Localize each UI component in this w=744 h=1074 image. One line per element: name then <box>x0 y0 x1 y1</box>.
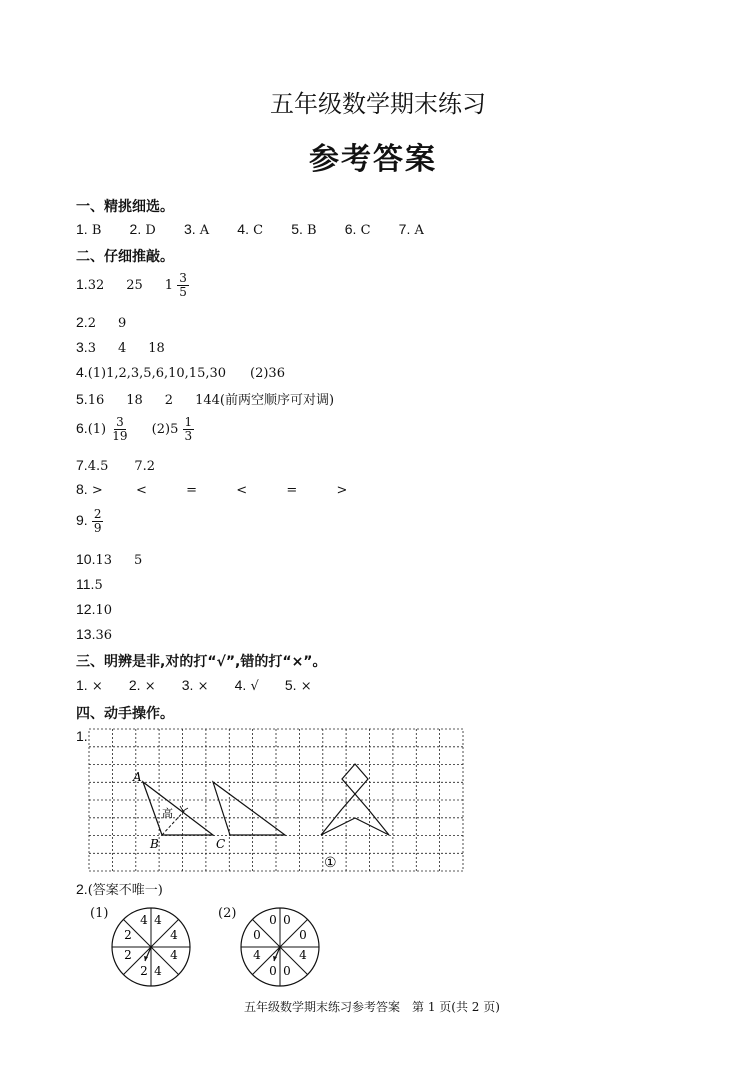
spinner-value: 4 <box>170 948 178 962</box>
spinner-value: 4 <box>253 948 261 962</box>
spinner-value: 0 <box>269 913 277 927</box>
s1-item: 5. B <box>291 221 317 238</box>
spinner-value: 2 <box>124 948 132 962</box>
spinner-value: 4 <box>154 913 162 927</box>
s2-q1: 1.32 25 1 $\frac{3}{5}$ <box>76 271 187 299</box>
label-c: C <box>216 837 226 851</box>
triangle-c <box>213 782 285 835</box>
fraction: $\frac{1}{3}$ <box>184 415 193 443</box>
s4-q2-header: 2.(答案不唯一) <box>76 881 163 898</box>
spinner-value: 0 <box>283 964 291 978</box>
spinner-value: 0 <box>283 913 291 927</box>
s2-q7: 7.4.5 7.2 <box>76 457 156 474</box>
label-circled-one: ① <box>324 855 337 871</box>
spinner1-label: (1) <box>90 906 109 921</box>
spinner-value: 0 <box>299 928 307 942</box>
page-footer: 五年级数学期末练习参考答案 第 1 页(共 2 页) <box>244 1000 500 1014</box>
dashed-grid <box>89 729 463 871</box>
section3-answers <box>76 677 312 703</box>
page-title: 五年级数学期末练习 <box>270 90 486 118</box>
spinner-value: 4 <box>140 913 148 927</box>
s2-q13: 13.36 <box>76 626 113 643</box>
s1-item: 1. B <box>76 221 102 238</box>
s1-item: 4. C <box>237 221 264 238</box>
label-height: 高 <box>162 807 173 820</box>
fraction: $\frac{3}{5}$ <box>179 271 187 299</box>
spinner-value: 2 <box>124 928 132 942</box>
s3-item: 4. √ <box>234 677 259 694</box>
spinner-value: 0 <box>253 928 261 942</box>
section1-answers <box>76 221 424 247</box>
s2-q2: 2.2 9 <box>76 314 127 331</box>
spinner-1 <box>108 904 194 990</box>
s1-item: 2. D <box>129 221 156 238</box>
spinner2-label: (2) <box>218 906 237 921</box>
s2-q8: 8. > < = < = > <box>76 481 348 498</box>
s3-item: 2. × <box>128 677 156 694</box>
section2-heading: 二、仔细推敲。 <box>76 249 174 265</box>
s2-q4: 4.(1)1,2,3,5,6,10,15,30 (2)36 <box>76 364 285 381</box>
fraction: $\frac{2}{9}$ <box>93 507 102 535</box>
spinner-value: 4 <box>170 928 178 942</box>
figure-one <box>321 764 389 835</box>
s1-item: 3. A <box>183 221 210 238</box>
s2-q3: 3.3 4 18 <box>76 339 165 356</box>
s2-q5: 5.16 18 2 144(前两空顺序可对调) <box>76 391 335 408</box>
section3-heading: 三、明辨是非,对的打“√”,错的打“×”。 <box>76 654 327 670</box>
label-a: A <box>133 770 142 784</box>
spinner-2 <box>237 904 323 990</box>
triangle-abc <box>143 782 213 835</box>
s2-q6: 6.(1) $\frac{3}{19}$ (2)5 $\frac{1}{3}$ <box>76 415 193 443</box>
s1-item: 6. C <box>344 221 371 238</box>
answer-key-title: 参考答案 <box>309 142 437 177</box>
spinner-value: 4 <box>154 964 162 978</box>
s3-item: 3. × <box>181 677 209 694</box>
s3-item: 5. × <box>284 677 312 694</box>
section4-heading: 四、动手操作。 <box>76 706 174 722</box>
s2-q11: 11.5 <box>76 576 103 593</box>
s2-q10: 10.13 5 <box>76 551 143 568</box>
s2-q9: 9. $\frac{2}{9}$ <box>76 507 102 535</box>
section1-heading: 一、精挑细选。 <box>76 199 174 215</box>
s3-item: 1. × <box>76 677 103 694</box>
label-b: B <box>150 837 159 851</box>
s1-item: 7. A <box>398 221 424 238</box>
spinner-value: 0 <box>269 964 277 978</box>
fraction: $\frac{3}{19}$ <box>112 415 128 443</box>
s2-q12: 12.10 <box>76 601 113 618</box>
spinner-value: 4 <box>299 948 307 962</box>
grid-drawing <box>80 724 470 876</box>
s4-q1-number: 1. <box>76 728 88 744</box>
spinner-value: 2 <box>140 964 148 978</box>
